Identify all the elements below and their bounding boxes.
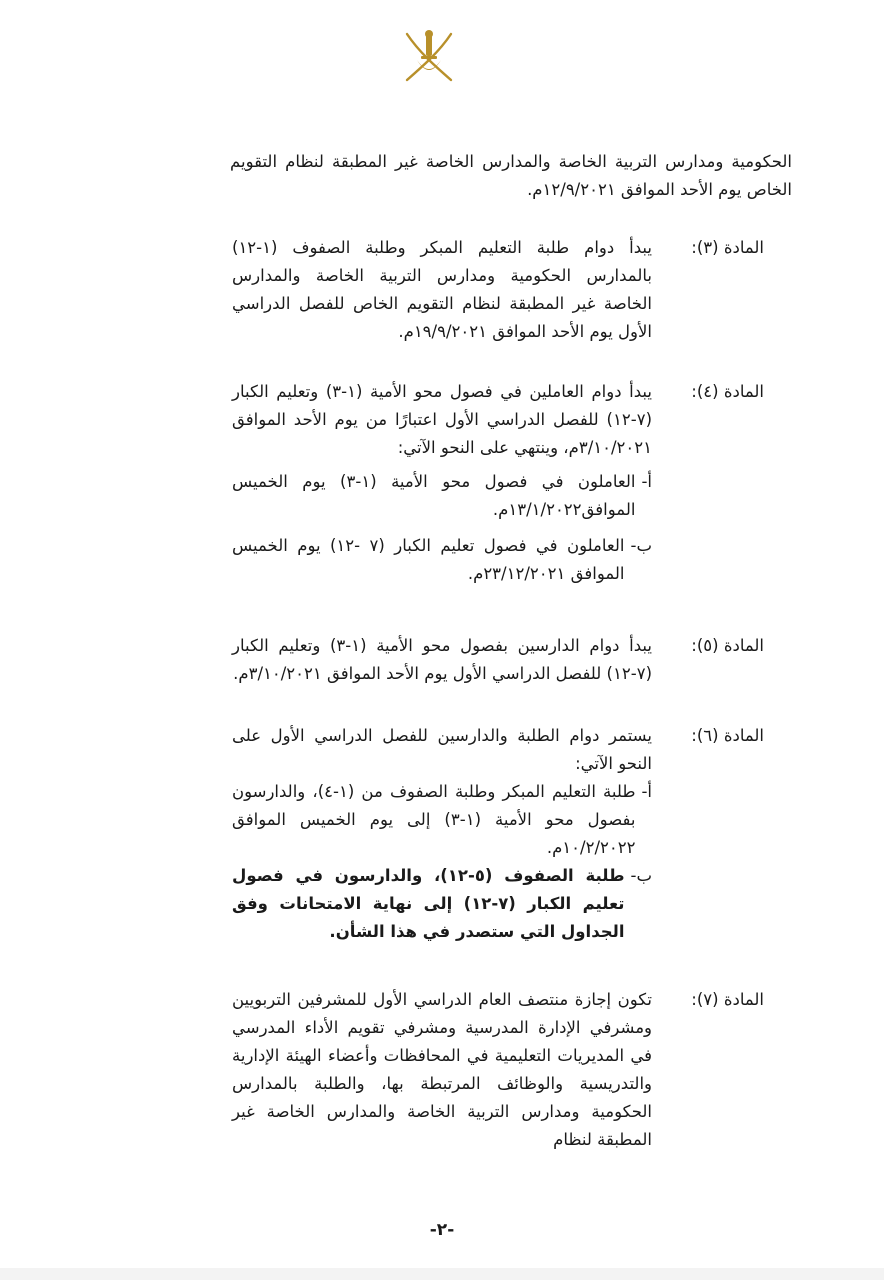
item-marker: أ- bbox=[641, 782, 652, 801]
list-item bbox=[232, 468, 652, 524]
list-item bbox=[232, 862, 652, 946]
page-edge bbox=[0, 1268, 884, 1280]
article-label: المادة (٧): bbox=[691, 990, 764, 1009]
list-item bbox=[232, 532, 652, 588]
article-text: يبدأ دوام الدارسين بفصول محو الأمية (١-٣) وتعليم الكبار (٧-١٢) للفصل الدراسي الأول يوم الأحد الموافق ٣/١٠/٢٠٢١م. bbox=[232, 636, 652, 683]
article-text: يستمر دوام الطلبة والدارسين للفصل الدراسي الأول على النحو الآتي: bbox=[232, 726, 652, 773]
article-text: تكون إجازة منتصف العام الدراسي الأول للمشرفين التربويين ومشرفي الإدارة المدرسية ومشرفي تقويم الأداء المدرسي في المديريات التعليمية في المحافظات وأعضاء الهيئة الإدارية والتدريسية والوظائف المرتبطة بها، والطلبة بالمدارس الحكومية ومدارس التربية الخاصة والمدارس الخاصة غير المطبقة لنظام bbox=[232, 990, 652, 1149]
article-label: المادة (٥): bbox=[691, 636, 764, 655]
item-text: طلبة التعليم المبكر وطلبة الصفوف من (١-٤)، والدارسون بفصول محو الأمية (١-٣) إلى يوم الخميس الموافق ١٠/٢/٢٠٢٢م. bbox=[232, 782, 636, 857]
article-text: يبدأ دوام العاملين في فصول محو الأمية (١-٣) وتعليم الكبار (٧-١٢) للفصل الدراسي الأول اعتبارًا من يوم الأحد الموافق ٣/١٠/٢٠٢١م، وينتهي على النحو الآتي: bbox=[232, 382, 652, 457]
intro-paragraph: الحكومية ومدارس التربية الخاصة والمدارس الخاصة غير المطبقة لنظام التقويم الخاص يوم الأحد الموافق ١٢/٩/٢٠٢١م. bbox=[230, 152, 792, 199]
item-text: طلبة الصفوف (٥-١٢)، والدارسون في فصول تعليم الكبار (٧-١٢) إلى نهاية الامتحانات وفق الجداول التي ستصدر في هذا الشأن. bbox=[232, 866, 625, 941]
item-text: العاملون في فصول محو الأمية (١-٣) يوم الخميس الموافق١٣/١/٢٠٢٢م. bbox=[232, 472, 636, 519]
article-body bbox=[232, 378, 652, 588]
list-item bbox=[232, 778, 652, 862]
article-label: المادة (٣): bbox=[691, 238, 764, 257]
item-marker: ب- bbox=[630, 536, 652, 555]
article-text: يبدأ دوام طلبة التعليم المبكر وطلبة الصفوف (١-١٢) بالمدارس الحكومية ومدارس التربية الخاصة والمدارس الخاصة غير المطبقة لنظام التقويم الخاص للفصل الدراسي الأول يوم الأحد الموافق ١٩/٩/٢٠٢١م. bbox=[232, 238, 652, 341]
article-body bbox=[232, 722, 652, 946]
article-label: المادة (٤): bbox=[691, 382, 764, 401]
article-label: المادة (٦): bbox=[691, 726, 764, 745]
page-number: -٢- bbox=[429, 1220, 455, 1240]
item-marker: أ- bbox=[641, 472, 652, 491]
item-text: العاملون في فصول تعليم الكبار (٧ -١٢) يوم الخميس الموافق ٢٣/١٢/٢٠٢١م. bbox=[232, 536, 625, 583]
item-marker: ب- bbox=[630, 866, 652, 885]
